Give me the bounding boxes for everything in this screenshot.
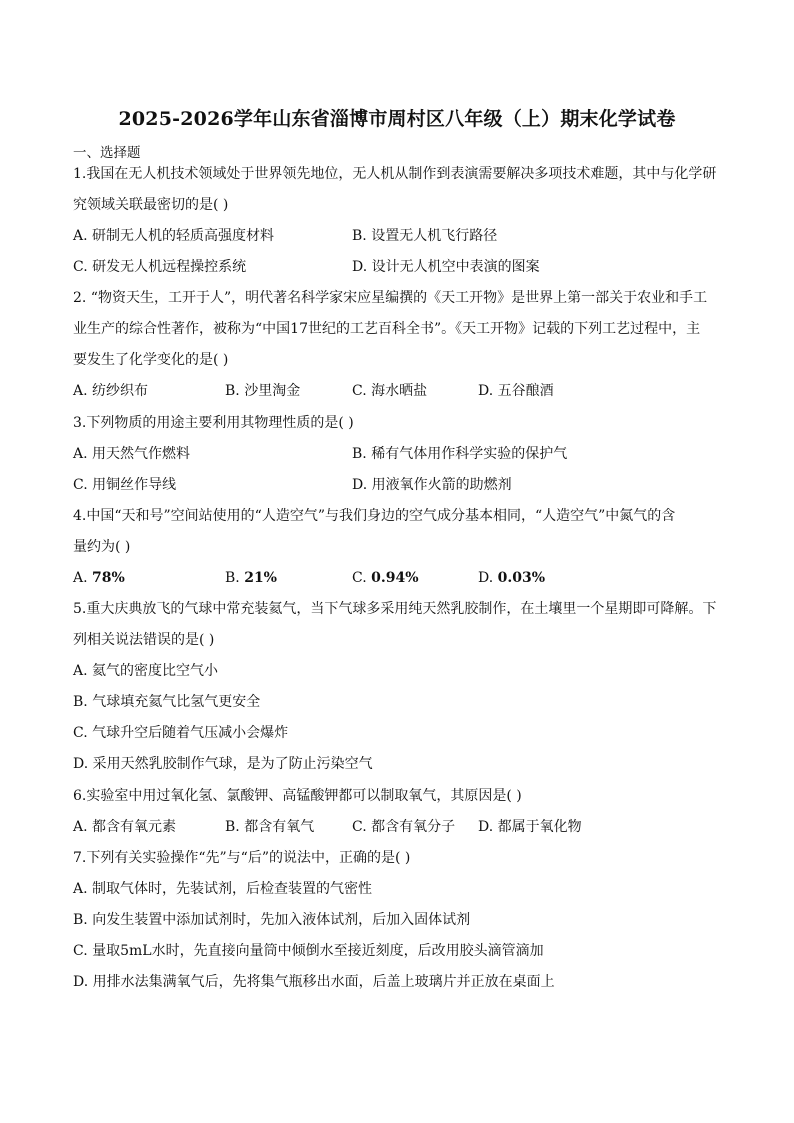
question-4-line-1: 4.中国“天和号”空间站使用的“人造空气”与我们身边的空气成分基本相同，“人造空气”中氮气的含 <box>73 508 676 524</box>
question-2-option-c[interactable]: C. 海水晒盐 <box>352 383 428 399</box>
question-3-option-c[interactable]: C. 用铜丝作导线 <box>73 477 177 493</box>
question-1-line-1: 1.我国在无人机技术领域处于世界领先地位，无人机从制作到表演需要解决多项技术难题，其中与化学研 <box>73 166 717 182</box>
question-6-option-b[interactable]: B. 都含有氧气 <box>225 819 315 835</box>
question-1-option-c[interactable]: C. 研发无人机远程操控系统 <box>73 259 247 275</box>
question-4-option-a-label: A. <box>73 570 88 586</box>
question-3-option-b[interactable]: B. 稀有气体用作科学实验的保护气 <box>352 446 568 462</box>
question-6-option-d[interactable]: D. 都属于氧化物 <box>478 819 582 835</box>
question-6-option-c[interactable]: C. 都含有氧分子 <box>352 819 456 835</box>
question-6-options <box>73 812 723 843</box>
question-4 <box>73 501 723 594</box>
question-6-option-a[interactable]: A. 都含有氧元素 <box>73 819 177 835</box>
question-7-option-d[interactable]: D. 用排水法集满氧气后，先将集气瓶移出水面，后盖上玻璃片并正放在桌面上 <box>73 974 555 990</box>
question-4-option-c-label: C. <box>352 570 367 586</box>
question-4-option-b-value: 21% <box>244 570 277 586</box>
question-7 <box>73 843 723 998</box>
question-2-line-3: 要发生了化学变化的是( ) <box>73 352 229 368</box>
exam-title: 2025-2026学年山东省淄博市周村区八年级（上）期末化学试卷 <box>118 108 676 130</box>
question-4-option-d[interactable] <box>478 563 545 594</box>
question-4-option-b-label: B. <box>225 570 240 586</box>
question-4-line-2: 量约为( ) <box>73 539 131 555</box>
question-1-options-row-1 <box>73 221 723 252</box>
question-4-option-d-label: D. <box>478 570 494 586</box>
question-4-option-d-value: 0.03% <box>497 570 546 586</box>
question-5-option-b[interactable]: B. 气球填充氦气比氢气更安全 <box>73 694 261 710</box>
question-3-option-a[interactable]: A. 用天然气作燃料 <box>73 446 191 462</box>
section-heading: 一、选择题 <box>73 145 141 161</box>
question-1-line-2: 究领域关联最密切的是( ) <box>73 197 229 213</box>
question-6 <box>73 781 723 843</box>
question-6-line-1: 6.实验室中用过氧化氢、氯酸钾、高锰酸钾都可以制取氧气，其原因是( ) <box>73 788 522 804</box>
question-2-option-a[interactable]: A. 纺纱织布 <box>73 383 149 399</box>
question-5-option-c[interactable]: C. 气球升空后随着气压减小会爆炸 <box>73 725 289 741</box>
question-3-options-row-1 <box>73 439 723 470</box>
question-2-options <box>73 376 723 407</box>
question-1-option-d[interactable]: D. 设计无人机空中表演的图案 <box>352 259 540 275</box>
question-3-line-1: 3.下列物质的用途主要利用其物理性质的是( ) <box>73 415 354 431</box>
question-1-options-row-2 <box>73 252 723 283</box>
question-3-option-d[interactable]: D. 用液氧作火箭的助燃剂 <box>352 477 512 493</box>
question-1-option-a[interactable]: A. 研制无人机的轻质高强度材料 <box>73 228 275 244</box>
question-5-option-d[interactable]: D. 采用天然乳胶制作气球，是为了防止污染空气 <box>73 756 373 772</box>
question-7-option-a[interactable]: A. 制取气体时，先装试剂，后检查装置的气密性 <box>73 881 373 897</box>
question-3-options-row-2 <box>73 470 723 501</box>
question-3 <box>73 408 723 501</box>
question-5 <box>73 594 723 780</box>
question-4-option-c-value: 0.94% <box>371 570 419 586</box>
question-7-option-c[interactable]: C. 量取5mL水时，先直接向量筒中倾倒水至接近刻度，后改用胶头滴管滴加 <box>73 943 544 959</box>
question-5-line-2: 列相关说法错误的是( ) <box>73 632 215 648</box>
question-2 <box>73 283 723 407</box>
question-4-options <box>73 563 723 594</box>
question-4-option-c[interactable] <box>352 563 419 594</box>
question-7-option-b[interactable]: B. 向发生装置中添加试剂时，先加入液体试剂，后加入固体试剂 <box>73 912 471 928</box>
question-1-option-b[interactable]: B. 设置无人机飞行路径 <box>352 228 498 244</box>
question-2-option-b[interactable]: B. 沙里淘金 <box>225 383 301 399</box>
question-2-option-d[interactable]: D. 五谷酿酒 <box>478 383 554 399</box>
question-5-option-a[interactable]: A. 氦气的密度比空气小 <box>73 663 219 679</box>
question-4-option-a-value: 78% <box>92 570 125 586</box>
question-4-option-a[interactable] <box>73 563 125 594</box>
question-2-line-1: 2. “物资天生，工开于人”，明代著名科学家宋应星编撰的《天工开物》是世界上第一部关于农业和手工 <box>73 290 708 306</box>
question-5-line-1: 5.重大庆典放飞的气球中常充装氦气，当下气球多采用纯天然乳胶制作，在土壤里一个星期即可降解。下 <box>73 601 717 617</box>
question-4-option-b[interactable] <box>225 563 277 594</box>
question-2-line-2: 业生产的综合性著作，被称为“中国17世纪的工艺百科全书”。《天工开物》记载的下列工艺过程中，主 <box>73 321 701 337</box>
question-7-line-1: 7.下列有关实验操作“先”与“后”的说法中，正确的是( ) <box>73 850 411 866</box>
question-1 <box>73 159 723 283</box>
